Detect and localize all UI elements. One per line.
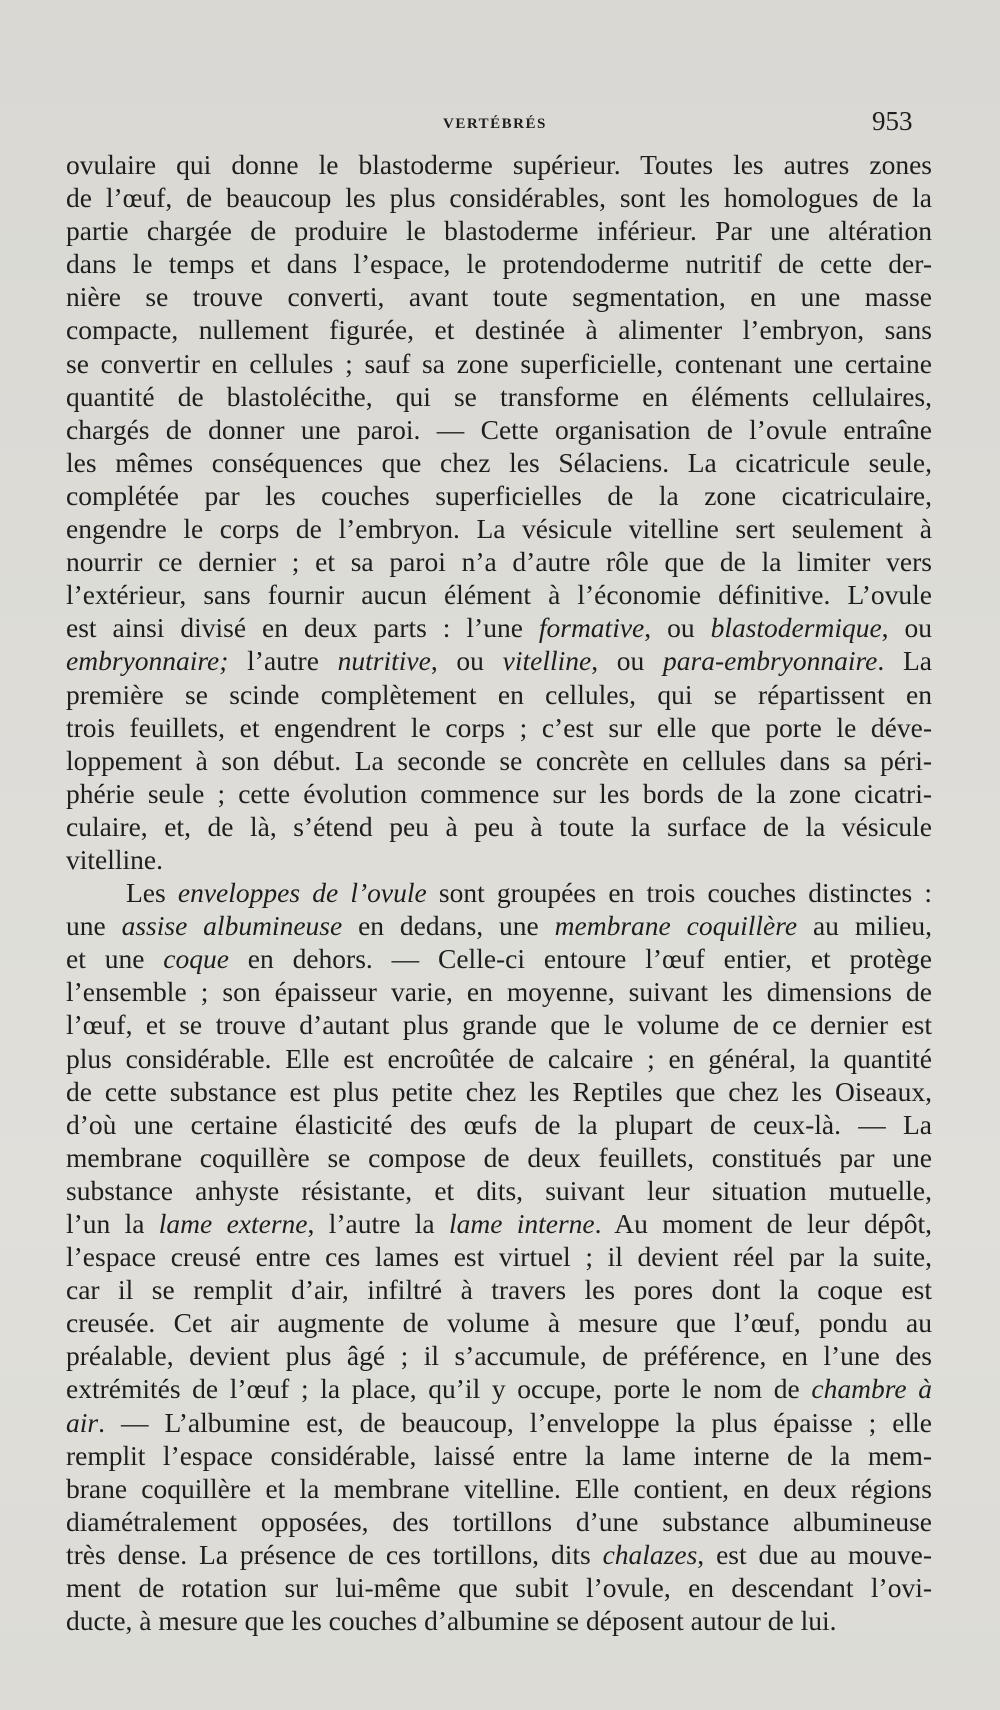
italic-term: enveloppes de l’ovule xyxy=(177,877,427,909)
text-line: compacte, nullement figurée, et destinée à alimenter l’embryon, sans xyxy=(66,314,932,346)
text-line: partie chargée de produire le blastoderme inférieur. Par une altération xyxy=(66,215,932,247)
text-line: est ainsi divisé en deux parts : l’une formative, ou blastodermique, ou xyxy=(66,612,933,644)
italic-term: blastodermique xyxy=(710,612,882,644)
text-line: culaire, et, de là, s’étend peu à peu à toute la surface de la vésicule xyxy=(66,810,932,842)
text-line: nière se trouve converti, avant toute segmentation, en une masse xyxy=(66,281,932,313)
text-line: d’où une certaine élasticité des œufs de la plupart de ceux-là. — La xyxy=(66,1108,932,1140)
text-line: plus considérable. Elle est encroûtée de calcaire ; en général, la quantité xyxy=(66,1042,932,1074)
text-line: dans le temps et dans l’espace, le protendoderme nutritif de cette der- xyxy=(66,248,932,280)
text-line: engendre le corps de l’embryon. La vésicule vitelline sert seulement à xyxy=(66,513,932,545)
text-line: l’espace creusé entre ces lames est virtuel ; il devient réel par la suite, xyxy=(66,1241,932,1273)
running-head xyxy=(0,106,1000,142)
italic-term: air xyxy=(66,1406,99,1438)
text-line: membrane coquillère se compose de deux feuillets, constitués par une xyxy=(66,1141,932,1173)
text-line: extrémités de l’œuf ; la place, qu’il y occupe, porte le nom de chambre à xyxy=(66,1373,933,1405)
body-text xyxy=(66,148,932,1637)
text-line: l’œuf, et se trouve d’autant plus grande que le volume de ce dernier est xyxy=(66,1009,932,1041)
text-line: chargés de donner une paroi. — Cette organisation de l’ovule entraîne xyxy=(66,413,932,445)
text-line: nourrir ce dernier ; et sa paroi n’a d’autre rôle que de la limiter vers xyxy=(66,546,932,578)
text-line: complétée par les couches superficielles de la zone cicatriculaire, xyxy=(66,479,932,511)
text-line: creusée. Cet air augmente de volume à mesure que l’œuf, pondu au xyxy=(66,1307,932,1339)
text-line: quantité de blastolécithe, qui se transforme en éléments cellulaires, xyxy=(66,380,932,412)
text-line: embryonnaire; l’autre nutritive, ou vitelline, ou para-embryonnaire. La xyxy=(66,645,932,677)
italic-term: assise albumineuse xyxy=(121,910,343,942)
italic-term: chalazes xyxy=(602,1538,698,1570)
text-line: diamétralement opposées, des tortillons d’une substance albumineuse xyxy=(66,1505,932,1537)
italic-term: lame interne xyxy=(448,1208,595,1239)
italic-term: vitelline xyxy=(502,645,592,677)
italic-term: chambre à xyxy=(811,1373,933,1405)
text-line: phérie seule ; cette évolution commence sur les bords de la zone cicatri- xyxy=(66,777,932,809)
italic-term: coque xyxy=(163,943,229,975)
text-line: première se scinde complètement en cellules, qui se répartissent en xyxy=(66,678,932,710)
text-line: très dense. La présence de ces tortillons, dits chalazes, est due au mouve- xyxy=(66,1538,932,1570)
text-line: l’un la lame externe, l’autre la lame interne. Au moment de leur dépôt, xyxy=(66,1208,933,1239)
text-line: et une coque en dehors. — Celle-ci entoure l’œuf entier, et protège xyxy=(66,943,932,975)
text-line: trois feuillets, et engendrent le corps ; c’est sur elle que porte le déve- xyxy=(66,711,932,743)
italic-term: membrane coquillère xyxy=(554,910,798,942)
page-number: 953 xyxy=(872,106,913,136)
text-line: Les enveloppes de l’ovule sont groupées en trois couches distinctes : xyxy=(126,877,932,909)
text-line: de l’œuf, de beaucoup les plus considérables, sont les homologues de la xyxy=(66,182,932,214)
text-line: ovulaire qui donne le blastoderme supérieur. Toutes les autres zones xyxy=(66,149,932,180)
text-line: substance anhyste résistante, et dits, suivant leur situation mutuelle, xyxy=(66,1174,932,1206)
running-head-title: VERTÉBRÉS xyxy=(443,116,547,132)
text-line: se convertir en cellules ; sauf sa zone superficielle, contenant une certaine xyxy=(66,347,932,379)
italic-term: embryonnaire; xyxy=(66,645,229,677)
text-line: ment de rotation sur lui-même que subit l’ovule, en descendant l’ovi- xyxy=(66,1572,932,1604)
text-line: air. — L’albumine est, de beaucoup, l’enveloppe la plus épaisse ; elle xyxy=(66,1406,932,1438)
italic-term: lame externe xyxy=(158,1208,308,1239)
text-line: les mêmes conséquences que chez les Sélaciens. La cicatricule seule, xyxy=(66,446,932,478)
text-line: vitelline. xyxy=(66,843,163,875)
text-line: l’ensemble ; son épaisseur varie, en moyenne, suivant les dimensions de xyxy=(66,976,932,1008)
text-line: de cette substance est plus petite chez les Reptiles que chez les Oiseaux, xyxy=(66,1075,932,1107)
text-line: l’extérieur, sans fournir aucun élément à l’économie définitive. L’ovule xyxy=(66,579,932,611)
italic-term: nutritive xyxy=(337,645,431,677)
text-line: ducte, à mesure que les couches d’albumine se déposent autour de lui. xyxy=(66,1605,837,1637)
text-line: loppement à son début. La seconde se concrète en cellules dans sa péri- xyxy=(66,744,932,776)
text-line: car il se remplit d’air, infiltré à travers les pores dont la coque est xyxy=(66,1274,932,1306)
text-line: préalable, devient plus âgé ; il s’accumule, de préférence, en l’une des xyxy=(66,1340,932,1372)
text-line: une assise albumineuse en dedans, une membrane coquillère au milieu, xyxy=(66,910,932,942)
text-line: brane coquillère et la membrane vitelline. Elle contient, en deux régions xyxy=(66,1472,932,1504)
italic-term: formative xyxy=(538,612,645,644)
italic-term: para-embryonnaire xyxy=(663,645,878,677)
text-line: remplit l’espace considérable, laissé entre la lame interne de la mem- xyxy=(66,1439,932,1471)
